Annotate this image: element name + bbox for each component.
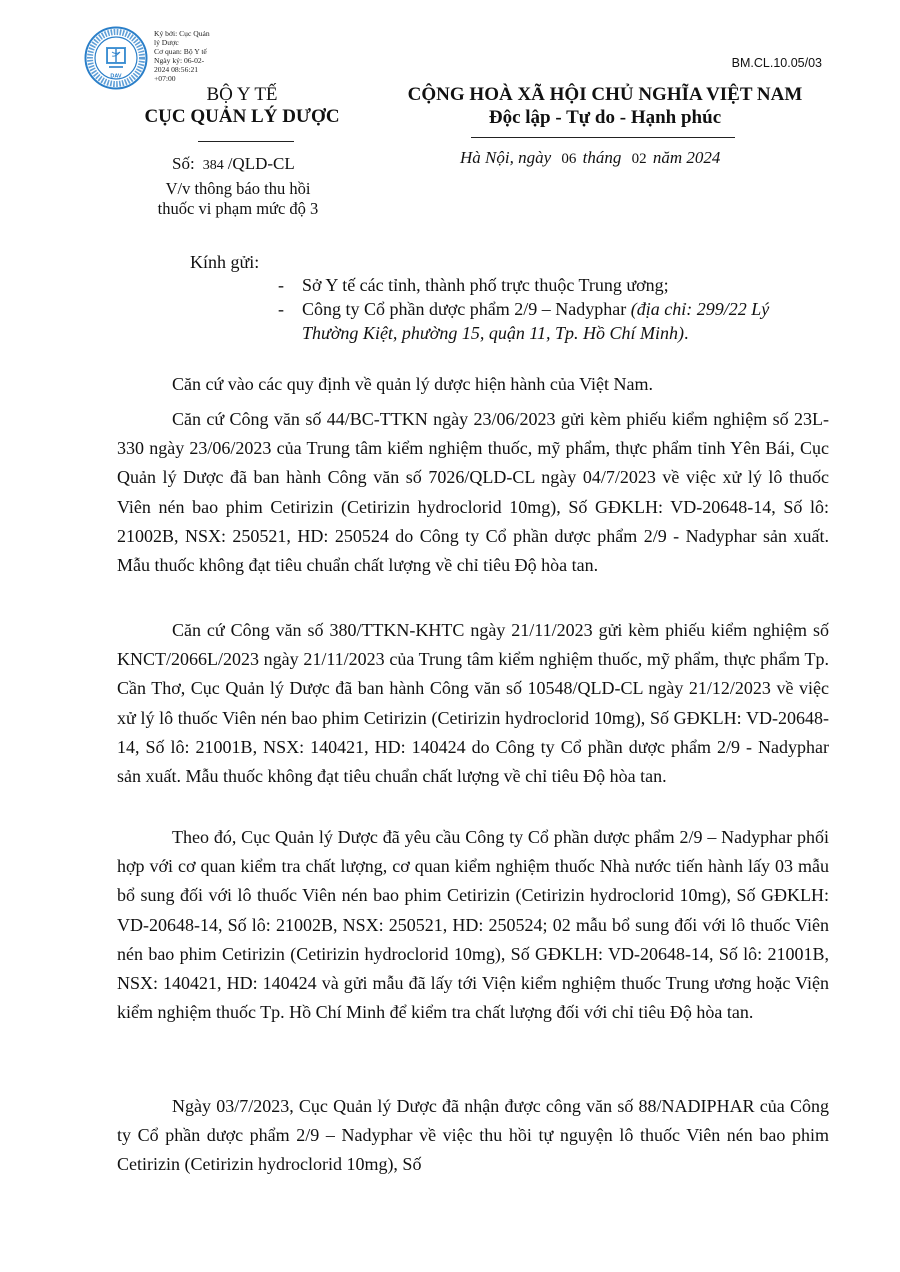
seal-bottom-text: DAV <box>110 73 122 80</box>
body-paragraph: Theo đó, Cục Quản lý Dược đã yêu cầu Công ty Cổ phần dược phẩm 2/9 – Nadyphar phối hợp với cơ quan kiểm tra chất lượng, cơ quan kiểm nghiệm thuốc Nhà nước tiến hành lấy 03 mẫu bổ sung đối với lô thuốc Viên nén bao phim Cetirizin (Cetirizin hydroclorid 10mg), Số GĐKLH: VD-20648-14, Số lô: 21002B, NSX: 250521, HD: 250524; 02 mẫu bổ sung đối với lô thuốc Viên nén bao phim Cetirizin (Cetirizin hydroclorid 10mg), Số GĐKLH: VD-20648-14, Số lô: 21001B, NSX: 140421, HD: 140424 và gửi mẫu đã lấy tới Viện kiểm nghiệm thuốc Trung ương hoặc Viện kiểm nghiệm thuốc Tp. Hồ Chí Minh để kiểm tra chất lượng đối với chỉ tiêu Độ hòa tan. <box>117 827 829 1023</box>
header-divider-left <box>198 141 294 142</box>
date-year: năm 2024 <box>652 148 721 167</box>
date-month-word: tháng <box>582 148 622 167</box>
signature-line: 2024 08:56:21 <box>154 65 199 74</box>
salutation: Kính gửi: <box>190 252 260 272</box>
signature-line: Ngày ký: 06-02- <box>154 56 205 65</box>
national-motto: Độc lập - Tự do - Hạnh phúc <box>488 107 722 128</box>
date-day: 06 <box>561 151 577 167</box>
signature-line: lý Dược <box>154 38 179 47</box>
ministry-name: BỘ Y TẾ <box>206 84 278 105</box>
signature-line: +07:00 <box>154 74 176 83</box>
body-paragraph: Ngày 03/7/2023, Cục Quản lý Dược đã nhận được công văn số 88/NADIPHAR của Công ty Cổ phần dược phẩm 2/9 – Nadyphar về việc thu hồi tự nguyện lô thuốc Viên nén bao phim Cetirizin (Cetirizin hydroclorid 10mg), Số <box>117 1096 829 1175</box>
country-name: CỘNG HOÀ XÃ HỘI CHỦ NGHĨA VIỆT NAM <box>407 84 803 105</box>
issue-date <box>460 148 720 168</box>
doc-number-value: 384 <box>202 158 224 173</box>
doc-number-prefix: Số: <box>172 154 195 173</box>
form-code: BM.CL.10.05/03 <box>731 56 822 70</box>
body-paragraph: Căn cứ Công văn số 44/BC-TTKN ngày 23/06/2023 gửi kèm phiếu kiểm nghiệm số 23L-330 ngày 23/06/2023 của Trung tâm kiểm nghiệm thuốc, mỹ phẩm, thực phẩm tỉnh Yên Bái, Cục Quản lý Dược đã ban hành Công văn số 7026/QLD-CL ngày 04/7/2023 về việc xử lý lô thuốc Viên nén bao phim Cetirizin (Cetirizin hydroclorid 10mg), Số GĐKLH: VD-20648-14, Số lô: 21002B, NSX: 250521, HD: 250524 do Công ty Cổ phần dược phẩm 2/9 - Nadyphar sản xuất. Mẫu thuốc không đạt tiêu chuẩn chất lượng về chỉ tiêu Độ hòa tan. <box>117 409 829 576</box>
official-seal-icon <box>84 26 148 90</box>
recipient-text: Công ty Cổ phần dược phẩm 2/9 – Nadyphar <box>302 299 631 319</box>
recipient-address: (địa chỉ: 299/22 Lý Thường Kiệt, phường 15, quận 11, Tp. Hồ Chí Minh) <box>302 299 770 343</box>
date-month: 02 <box>631 151 647 167</box>
body-paragraph: Căn cứ Công văn số 380/TTKN-KHTC ngày 21/11/2023 gửi kèm phiếu kiểm nghiệm số KNCT/2066L/2023 ngày 21/11/2023 của Trung tâm kiểm nghiệm thuốc, mỹ phẩm, thực phẩm Tp. Cần Thơ, Cục Quản lý Dược đã ban hành Công văn số 10548/QLD-CL ngày 21/12/2023 về việc xử lý lô thuốc Viên nén bao phim Cetirizin (Cetirizin hydroclorid 10mg), Số GĐKLH: VD-20648-14, Số lô: 21001B, NSX: 140421, HD: 140424 do Công ty Cổ phần dược phẩm 2/9 - Nadyphar sản xuất. Mẫu thuốc không đạt tiêu chuẩn chất lượng về chỉ tiêu Độ hòa tan. <box>117 620 829 787</box>
digital-signature-block <box>154 29 234 83</box>
recipient-text: Sở Y tế các tỉnh, thành phố trực thuộc Trung ương; <box>302 275 669 295</box>
body-paragraph: Căn cứ vào các quy định về quản lý dược hiện hành của Việt Nam. <box>172 374 653 394</box>
header-divider-right <box>471 137 735 138</box>
document-subject: V/v thông báo thu hồi thuốc vi phạm mức độ 3 <box>157 179 319 218</box>
department-name: CỤC QUẢN LÝ DƯỢC <box>144 106 340 127</box>
document-number <box>172 154 295 174</box>
signature-line: Ký bởi: Cục Quản <box>154 29 210 38</box>
signature-line: Cơ quan: Bộ Y tế <box>154 47 207 56</box>
doc-number-suffix: /QLD-CL <box>227 154 295 173</box>
date-place: Hà Nội, ngày <box>460 148 552 167</box>
